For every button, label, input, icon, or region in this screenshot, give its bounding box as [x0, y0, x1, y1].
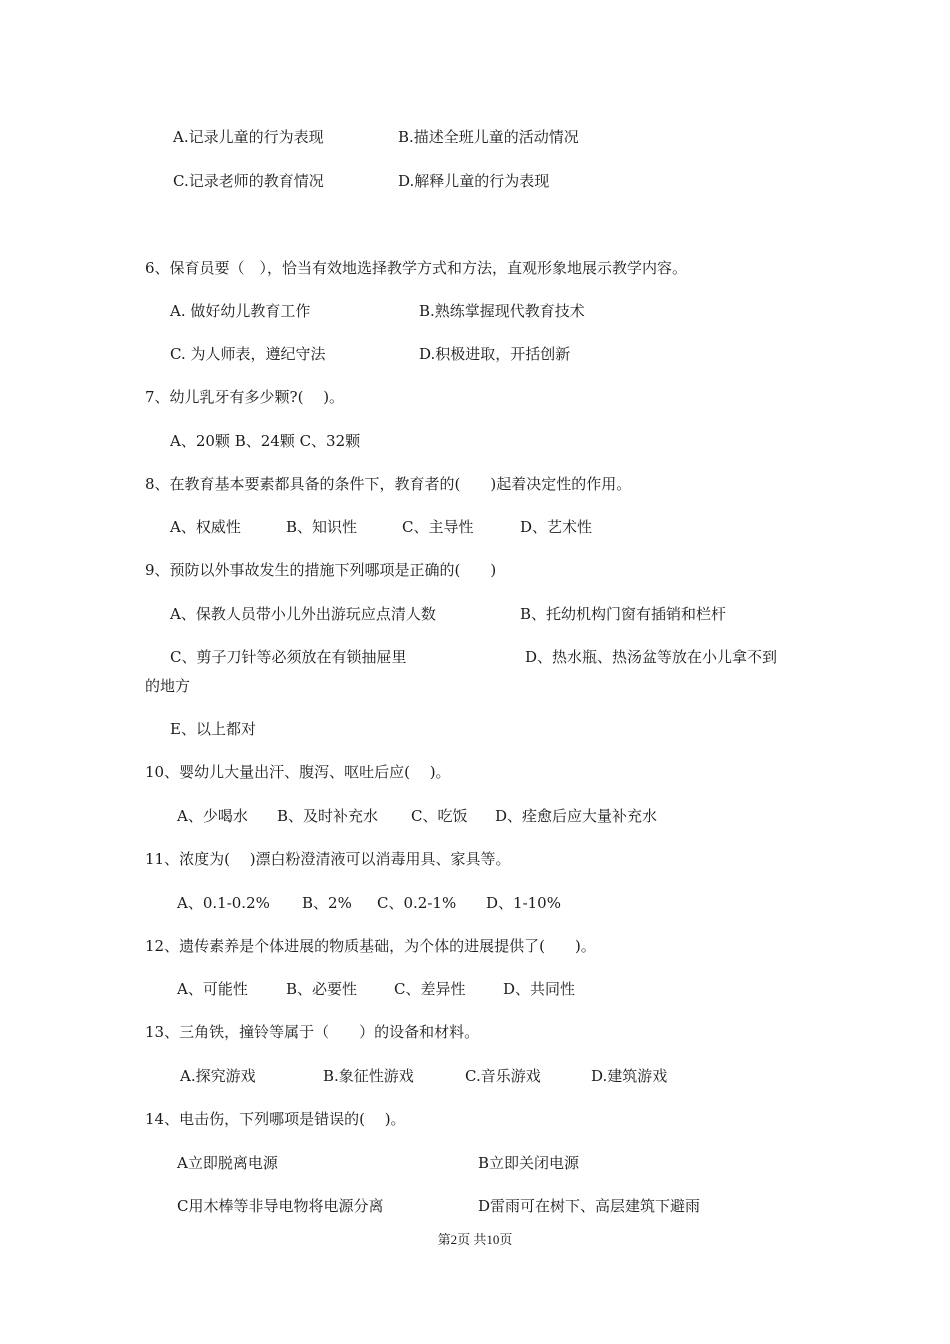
q13-option-b: B.象征性游戏 — [323, 1067, 414, 1085]
q9-option-a: A、保教人员带小儿外出游玩应点清人数 — [170, 605, 436, 623]
q5-option-d: D.解释儿童的行为表现 — [398, 172, 550, 190]
q9-option-c: C、剪子刀针等必须放在有锁抽屉里 — [170, 648, 407, 666]
q10-option-d: D、痊愈后应大量补充水 — [495, 807, 658, 825]
q14-option-d: D雷雨可在树下、高层建筑下避雨 — [478, 1197, 701, 1215]
q14-option-a: A立即脱离电源 — [177, 1154, 278, 1172]
q5-option-b: B.描述全班儿童的活动情况 — [398, 128, 579, 146]
q12-option-c: C、差异性 — [394, 980, 466, 998]
q5-option-a: A.记录儿童的行为表现 — [173, 128, 324, 146]
q6-stem: 6、保育员要（ ），恰当有效地选择教学方式和方法，直观形象地展示教学内容。 — [145, 259, 688, 277]
q6-option-c: C. 为人师表，遵纪守法 — [170, 345, 326, 363]
q6-option-a: A. 做好幼儿教育工作 — [170, 302, 311, 320]
q7-stem: 7、幼儿乳牙有多少颗?( )。 — [145, 388, 345, 406]
q12-option-b: B、必要性 — [286, 980, 358, 998]
q13-option-a: A.探究游戏 — [180, 1067, 256, 1085]
q10-option-b: B、及时补充水 — [277, 807, 379, 825]
q13-stem: 13、三角铁，撞铃等属于（ ）的设备和材料。 — [145, 1023, 480, 1041]
q7-options: A、20颗 B、24颗 C、32颗 — [170, 432, 361, 450]
q13-option-d: D.建筑游戏 — [591, 1067, 668, 1085]
q11-option-b: B、2% — [302, 894, 352, 912]
q5-option-c: C.记录老师的教育情况 — [173, 172, 324, 190]
q8-option-c: C、主导性 — [402, 518, 474, 536]
q14-stem: 14、电击伤，下列哪项是错误的( )。 — [145, 1110, 406, 1128]
q11-option-c: C、0.2-1% — [377, 894, 457, 912]
q6-option-b: B.熟练掌握现代教育技术 — [419, 302, 585, 320]
q11-stem: 11、浓度为( )漂白粉澄清液可以消毒用具、家具等。 — [145, 850, 511, 868]
q10-option-a: A、少喝水 — [177, 807, 248, 825]
q10-option-c: C、吃饭 — [411, 807, 468, 825]
q12-option-a: A、可能性 — [177, 980, 248, 998]
q8-option-a: A、权威性 — [170, 518, 241, 536]
q9-option-e: E、以上都对 — [170, 720, 256, 738]
q6-option-d: D.积极进取，开括创新 — [419, 345, 571, 363]
page-number-footer: 第2页 共10页 — [437, 1232, 513, 1247]
q12-stem: 12、遗传素养是个体进展的物质基础，为个体的进展提供了( )。 — [145, 937, 596, 955]
q9-option-d: D、热水瓶、热汤盆等放在小儿拿不到 — [525, 648, 778, 666]
q9-option-d-continued: 的地方 — [145, 677, 191, 695]
q8-option-d: D、艺术性 — [520, 518, 593, 536]
q11-option-a: A、0.1-0.2% — [177, 894, 270, 912]
q12-option-d: D、共同性 — [503, 980, 576, 998]
q9-option-b: B、托幼机构门窗有插销和栏杆 — [520, 605, 727, 623]
q11-option-d: D、1-10% — [486, 894, 561, 912]
q10-stem: 10、婴幼儿大量出汗、腹泻、呕吐后应( )。 — [145, 763, 451, 781]
q8-option-b: B、知识性 — [286, 518, 358, 536]
q9-stem: 9、预防以外事故发生的措施下列哪项是正确的( ) — [145, 561, 497, 579]
q8-stem: 8、在教育基本要素都具备的条件下，教育者的( )起着决定性的作用。 — [145, 475, 632, 493]
q14-option-c: C用木棒等非导电物将电源分离 — [177, 1197, 384, 1215]
q13-option-c: C.音乐游戏 — [465, 1067, 541, 1085]
q14-option-b: B立即关闭电源 — [478, 1154, 580, 1172]
